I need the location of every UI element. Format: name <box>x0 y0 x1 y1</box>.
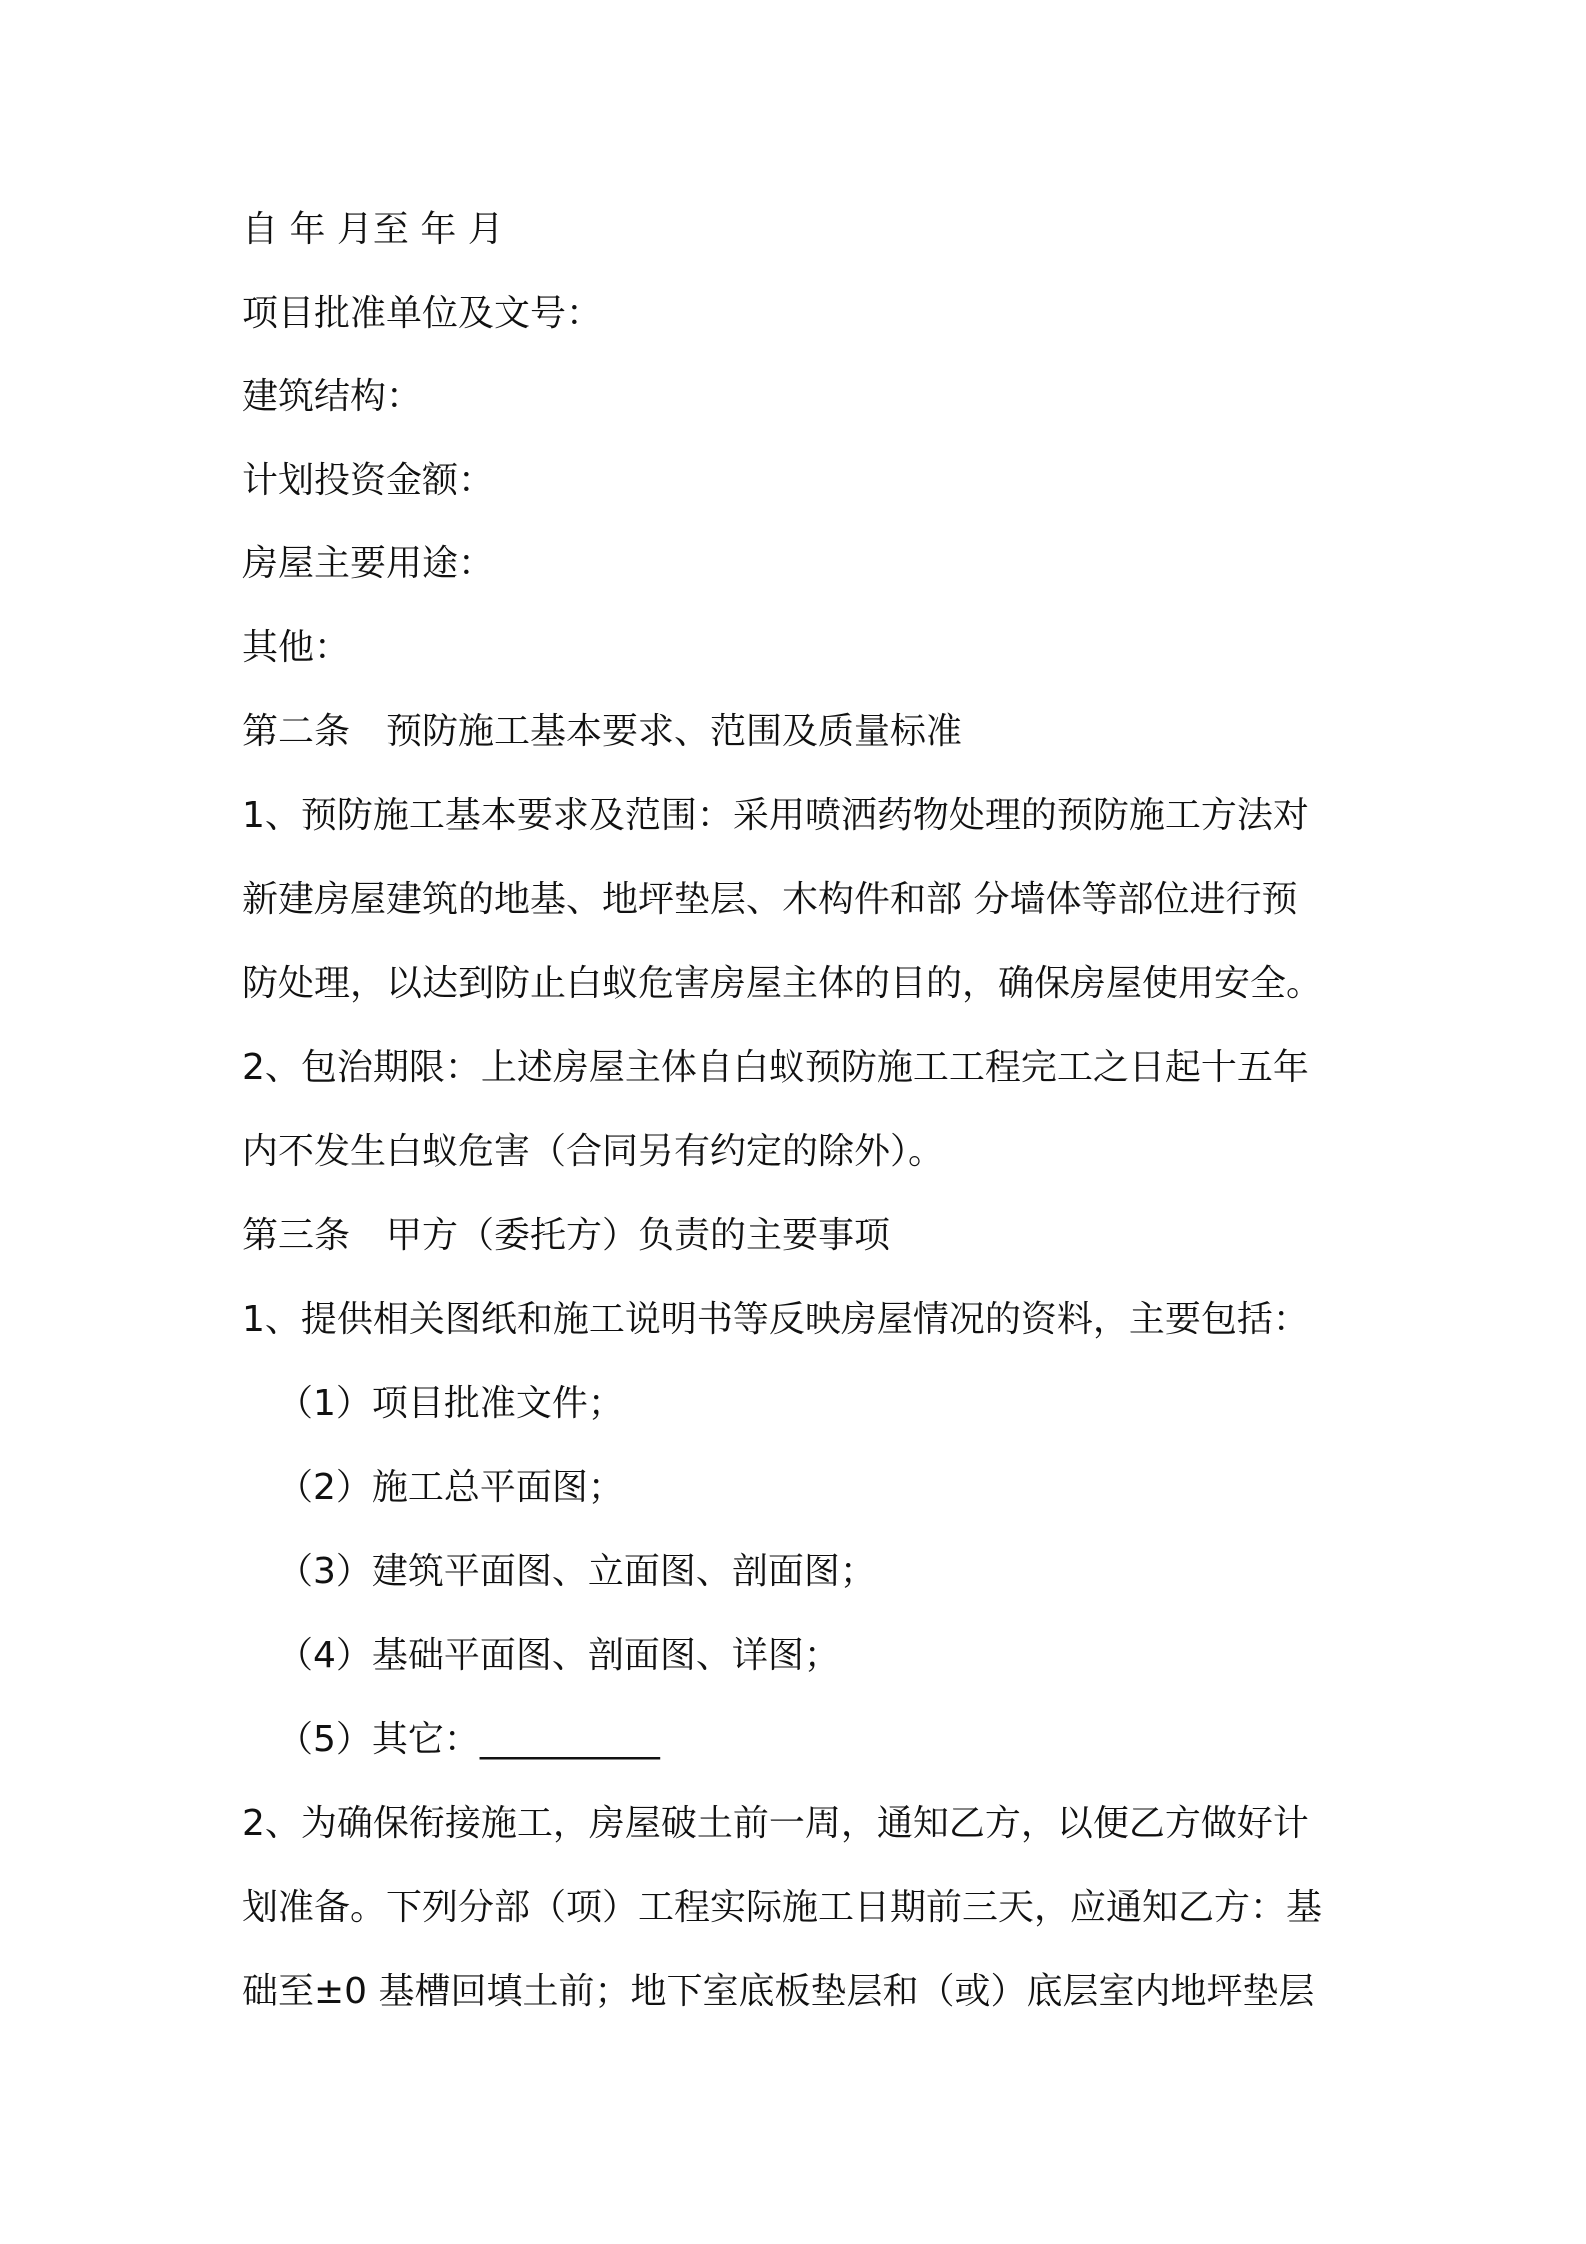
article-2-item-1-line-1: 1、预防施工基本要求及范围：采用喷洒药物处理的预防施工方法对 <box>242 795 1309 836</box>
list-item-3: （3）建筑平面图、立面图、剖面图； <box>277 1551 876 1592</box>
article-2-item-1-line-3: 防处理，以达到防止白蚁危害房屋主体的目的，确保房屋使用安全。 <box>242 963 1323 1004</box>
article-3-item-2-line-2: 划准备。下列分部（项）工程实际施工日期前三天，应通知乙方：基 <box>242 1887 1323 1928</box>
article-3-heading: 第三条 甲方（委托方）负责的主要事项 <box>242 1215 891 1256</box>
list-item-5: （5）其它：__________ <box>277 1719 660 1760</box>
list-item-1: （1）项目批准文件； <box>277 1383 624 1424</box>
text-line-period: 自 年 月至 年 月 <box>242 209 504 250</box>
article-3-item-2-line-1: 2、为确保衔接施工，房屋破土前一周，通知乙方，以便乙方做好计 <box>242 1803 1309 1844</box>
text-line-investment: 计划投资金额： <box>242 460 495 501</box>
article-3-item-2-line-3: 础至±0 基槽回填土前；地下室底板垫层和（或）底层室内地坪垫层 <box>242 1971 1315 2012</box>
article-2-item-2-line-2: 内不发生白蚁危害（合同另有约定的除外）。 <box>242 1131 945 1172</box>
text-line-approval-unit: 项目批准单位及文号： <box>242 293 603 334</box>
article-2-item-1-line-2: 新建房屋建筑的地基、地坪垫层、木构件和部 分墙体等部位进行预 <box>242 879 1298 920</box>
text-line-other: 其他： <box>242 627 351 668</box>
article-2-item-2-line-1: 2、包治期限：上述房屋主体自白蚁预防施工工程完工之日起十五年 <box>242 1047 1309 1088</box>
list-item-4: （4）基础平面图、剖面图、详图； <box>277 1635 840 1676</box>
article-3-item-1: 1、提供相关图纸和施工说明书等反映房屋情况的资料，主要包括： <box>242 1299 1309 1340</box>
text-line-structure: 建筑结构： <box>242 376 423 417</box>
article-2-heading: 第二条 预防施工基本要求、范围及质量标准 <box>242 711 963 752</box>
list-item-2: （2）施工总平面图； <box>277 1467 624 1508</box>
text-line-usage: 房屋主要用途： <box>242 543 495 584</box>
